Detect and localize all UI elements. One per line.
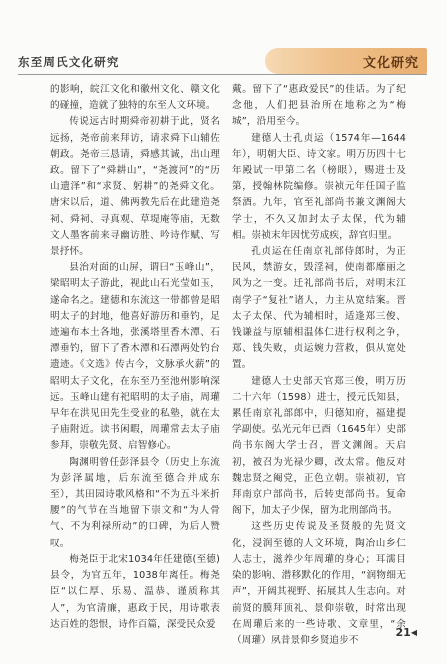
page-arrow-icon: ◀	[410, 628, 417, 637]
paragraph: 梅尧臣于北宋1034年任建德(至德)县令，为官五年，1038年离任。梅尧臣“以仁厚、乐易、温恭、谨质称其人”，为官清廉，惠政于民，用诗歌表达百姓的怨恨，诗作百篇，深受民众爱	[50, 553, 220, 630]
paragraph: 建德人士孔贞运（1574年—1644年），明朝大臣、诗文家。明万历四十七年殿试一甲第二名（榜眼），赐进士及第，授翰林院编修。崇祯元年任国子监祭酒。九年，官至礼部尚书兼文渊阁大学士，不久又加封太子太保，代为辅相。崇祯末年因忧劳成疾，辞官归里。	[232, 132, 406, 241]
left-text-column	[50, 82, 220, 633]
right-text-column	[232, 82, 406, 649]
paragraph: 这些历史传说及圣贤般的先贤文化，浸润至德的人文环境，陶冶山乡仁人志士，滋养少年周瓘的身心；耳濡目染的影响、潜移默化的作用，“润物细无声”，开阔其视野、拓展其人生志向。对前贤的膜拜顶礼、景仰崇敬，时常出现在周瓘后来的一些诗歌、文章里，“余（周瓘）夙昔景仰乡贤追步不	[232, 521, 406, 646]
page-footer	[396, 626, 417, 639]
paragraph: 的影响，皖江文化和徽州文化、赣文化的碰撞，造就了独特的东至人文环境。	[50, 84, 220, 112]
paragraph: 建德人士史部天官郑三俊，明万历二十六年（1598）进士，授元氏知县，累任南京礼部郎中，归德知府，福建提学副使。弘光元年已酉（1645年）史部尚书东阁大学士召，晋文渊阁。天启初，被召为光禄少卿，改太常。他反对魏忠贤之阉党，正色立朝。崇祯初，官拜南京户部尚书，后转吏部尚书。复命阁下，加太子少保，留为北刑部尚书。	[232, 375, 406, 517]
paragraph: 戴。留下了“惠政爱民”的佳话。为了纪念他，人们把县治所在地称之为“梅城”，沿用至今。	[232, 84, 406, 128]
paragraph: 县治对面的山屏，谓曰“玉峰山”，梁昭明太子游此，视此山石光莹如玉，遂命名之。建德和东流这一带都曾是昭明太子的封地，他喜好游历和垂钓，足迹遍布本土各地，张溪塔里香木潭、石潭垂钓，留下了香木潭和石潭两处钓台遗迹。《文选》传古今，文脉承火薪”的昭明太子文化，在东至乃至池州影响深远。玉峰山建有祀昭明的太子庙，周瓘早年在洪见田先生受业的私塾，就在太子庙附近。读书闲暇，周瓘常去太子庙参拜，崇敬先贤、启智修心。	[50, 262, 220, 452]
page-number: 21	[395, 626, 411, 639]
header-divider	[18, 74, 427, 75]
page-header	[0, 0, 447, 86]
paragraph: 陶渊明曾任彭泽县令（历史上东流为彭泽属地，后东流至德合并成东至），其田园诗歌风格和“不为五斗米折腰”的气节在当地留下崇文和“为人骨气、不为利禄所动”的口碑，为后人赞叹。	[50, 456, 220, 549]
section-title: 文化研究	[362, 56, 419, 71]
paragraph: 孔贞运在任南京礼部侍郎时，为正民风，禁游女，毁淫祠，使南都靡丽之风为之一变。迁礼部尚书后，对明末江南学子“复社”诸人，力主从宽结案。晋太子太保、代为辅相时，适逢郑三俊、钱谦益与原辅相温体仁进行权利之争，郑、钱失败，贞运婉力营救，俱从宽处置。	[232, 246, 406, 371]
paragraph: 传说远古时期舜帝初耕于此，贤名远扬，尧帝前来拜访，请求舜下山辅佐朝政。尧帝三恳请，舜感其诚，出山理政。留下了“舜耕山”，“尧渡河”的“历山遗泽”和“求贤、躬耕”的尧舜文化。唐宋以后，道、佛两教先后在此建造尧祠、舜祠、寻真观、草堤庵等庙，无数文人墨客前来寻幽访胜、吟诗作赋、写景抒怀。	[50, 116, 220, 258]
journal-title: 东至周氏文化研究	[18, 55, 120, 69]
